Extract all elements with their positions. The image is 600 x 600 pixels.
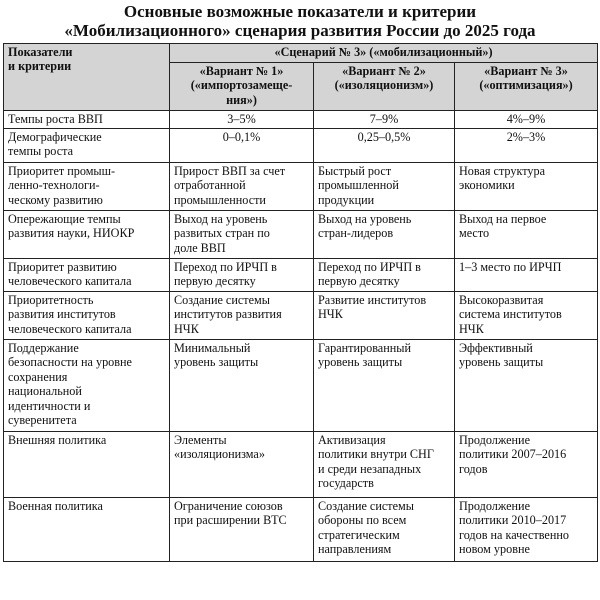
header-variant-1: «Вариант № 1» («импортозамеще- ния») — [170, 63, 314, 111]
table-row — [4, 163, 598, 211]
table-row — [4, 340, 598, 432]
cell-variant-1: 3–5% — [170, 111, 314, 129]
row-label: Приоритет развитию человеческого капитала — [4, 259, 170, 292]
row-label: Приоритетность развития институтов человеческого капитала — [4, 292, 170, 340]
cell-variant-2: Развитие институтов НЧК — [314, 292, 455, 340]
header-scenario: «Сценарий № 3» («мобилизационный») — [170, 44, 598, 63]
table-header — [4, 44, 598, 111]
cell-variant-1: Переход по ИРЧП в первую десятку — [170, 259, 314, 292]
cell-variant-2: Активизация политики внутри СНГ и среди незападных государств — [314, 432, 455, 498]
cell-variant-2: Создание системы обороны по всем стратегическим направлениям — [314, 498, 455, 562]
cell-variant-1: Выход на уровень развитых стран по доле ВВП — [170, 211, 314, 259]
table-row — [4, 129, 598, 163]
table-row — [4, 211, 598, 259]
cell-variant-3: Выход на первое место — [455, 211, 598, 259]
cell-variant-1: 0–0,1% — [170, 129, 314, 163]
header-variant-2: «Вариант № 2» («изоляционизм») — [314, 63, 455, 111]
cell-variant-3: 2%–3% — [455, 129, 598, 163]
row-label: Опережающие темпы развития науки, НИОКР — [4, 211, 170, 259]
row-label: Поддержание безопасности на уровне сохранения национальной идентичности и суверенитета — [4, 340, 170, 432]
cell-variant-2: 7–9% — [314, 111, 455, 129]
table-body — [4, 111, 598, 562]
table-row — [4, 292, 598, 340]
cell-variant-3: 4%–9% — [455, 111, 598, 129]
cell-variant-1: Прирост ВВП за счет отработанной промышленности — [170, 163, 314, 211]
cell-variant-2: Быстрый рост промышленной продукции — [314, 163, 455, 211]
row-label: Демографические темпы роста — [4, 129, 170, 163]
table-row — [4, 259, 598, 292]
cell-variant-2: 0,25–0,5% — [314, 129, 455, 163]
row-label: Темпы роста ВВП — [4, 111, 170, 129]
document-title — [0, 0, 600, 40]
row-label: Внешняя политика — [4, 432, 170, 498]
scenario-table — [3, 43, 598, 562]
title-line-1: Основные возможные показатели и критерии — [123, 2, 477, 21]
cell-variant-1: Ограничение союзов при расширении ВТС — [170, 498, 314, 562]
cell-variant-1: Создание системы институтов развития НЧК — [170, 292, 314, 340]
cell-variant-2: Гарантированный уровень защиты — [314, 340, 455, 432]
cell-variant-3: Эффективный уровень защиты — [455, 340, 598, 432]
cell-variant-2: Переход по ИРЧП в первую десятку — [314, 259, 455, 292]
cell-variant-3: Продолжение политики 2010–2017 годов на качественно новом уровне — [455, 498, 598, 562]
row-label: Приоритет промыш- ленно-технологи- ческому развитию — [4, 163, 170, 211]
row-label: Военная политика — [4, 498, 170, 562]
cell-variant-2: Выход на уровень стран-лидеров — [314, 211, 455, 259]
cell-variant-3: Высокоразвитая система институтов НЧК — [455, 292, 598, 340]
table-row — [4, 432, 598, 498]
cell-variant-1: Минимальный уровень защиты — [170, 340, 314, 432]
table-row — [4, 498, 598, 562]
cell-variant-3: Продолжение политики 2007–2016 годов — [455, 432, 598, 498]
table-row — [4, 111, 598, 129]
cell-variant-3: 1–3 место по ИРЧП — [455, 259, 598, 292]
title-line-2: «Мобилизационного» сценария развития России до 2025 года — [64, 21, 536, 40]
header-variant-3: «Вариант № 3» («оптимизация») — [455, 63, 598, 111]
cell-variant-3: Новая структура экономики — [455, 163, 598, 211]
header-indicators: Показатели и критерии — [4, 44, 170, 111]
cell-variant-1: Элементы «изоляционизма» — [170, 432, 314, 498]
